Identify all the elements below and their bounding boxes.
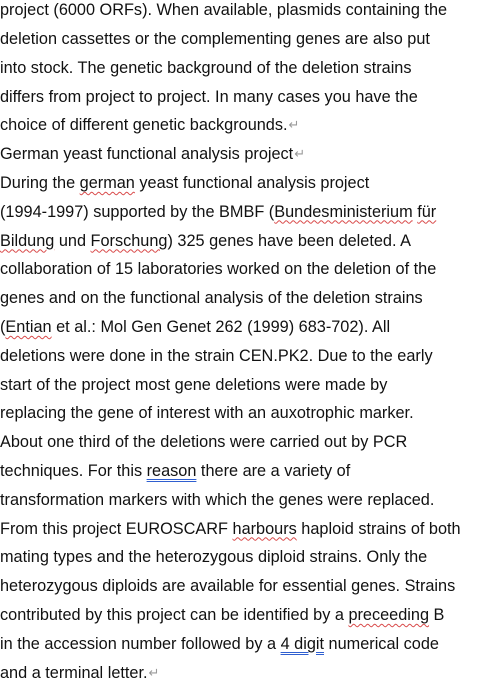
- text-line[interactable]: [0, 543, 427, 572]
- text-run: collaboration of 15 laboratories worked on the deletion of the: [0, 260, 437, 279]
- text-line[interactable]: [0, 457, 350, 486]
- text-line[interactable]: [0, 572, 455, 601]
- text-run: choice of different genetic backgrounds.: [0, 116, 288, 135]
- text-run: deletion cassettes or the complementing genes are also put: [0, 29, 430, 48]
- grammar-flagged-word: reason: [146, 461, 197, 480]
- text-line[interactable]: [0, 313, 390, 342]
- text-line[interactable]: [0, 342, 433, 371]
- text-line[interactable]: [0, 486, 434, 515]
- spelling-flagged-word: Bildung: [0, 231, 55, 250]
- text-run: B: [429, 605, 445, 624]
- text-line[interactable]: [0, 284, 423, 313]
- spelling-flagged-word: Forschung: [90, 231, 168, 250]
- text-run: there are a variety of: [196, 461, 351, 480]
- text-line[interactable]: [0, 140, 305, 169]
- paragraph-mark-icon: ↵: [294, 146, 306, 162]
- text-line[interactable]: [0, 227, 411, 256]
- text-run: project (6000 ORFs). When available, plasmids containing the: [0, 1, 448, 20]
- text-line[interactable]: [0, 169, 369, 198]
- text-run: heterozygous diploids are available for essential genes. Strains: [0, 577, 456, 596]
- text-run: mating types and the heterozygous diploid strains. Only the: [0, 548, 428, 567]
- paragraph-mark-icon: ↵: [288, 117, 300, 133]
- text-run: During the: [0, 173, 80, 192]
- text-run: From this project EUROSCARF: [0, 519, 233, 538]
- text-run: ) 325 genes have been deleted. A: [167, 231, 411, 250]
- spelling-flagged-word: harbours: [232, 519, 297, 538]
- grammar-flagged-word: 4 digit: [280, 634, 325, 653]
- spelling-flagged-word: für: [417, 202, 437, 221]
- text-run: start of the project most gene deletions were made by: [0, 375, 388, 394]
- text-run: in the accession number followed by a: [0, 634, 281, 653]
- text-run: numerical code: [324, 634, 439, 653]
- text-run: contributed by this project can be identified by a: [0, 605, 349, 624]
- text-line[interactable]: [0, 83, 418, 112]
- text-line[interactable]: [0, 255, 436, 284]
- text-run: into stock. The genetic background of the deletion strains: [0, 58, 412, 77]
- spelling-flagged-word: Entian: [5, 317, 52, 336]
- text-run: haploid strains of both: [296, 519, 461, 538]
- text-line[interactable]: [0, 659, 159, 688]
- text-run: genes and on the functional analysis of the deletion strains: [0, 289, 423, 308]
- text-line[interactable]: [0, 601, 444, 630]
- text-line[interactable]: [0, 371, 387, 400]
- text-run: German yeast functional analysis project: [0, 145, 294, 164]
- text-line[interactable]: [0, 54, 412, 83]
- text-run: replacing the gene of interest with an auxotrophic marker.: [0, 404, 414, 423]
- text-run: and a terminal letter.: [0, 663, 148, 682]
- text-line[interactable]: [0, 515, 461, 544]
- text-run: yeast functional analysis project: [134, 173, 370, 192]
- spelling-flagged-word: german: [79, 173, 135, 192]
- text-run: (1994-1997) supported by the BMBF (: [0, 202, 275, 221]
- text-line[interactable]: [0, 198, 436, 227]
- text-line[interactable]: [0, 399, 414, 428]
- text-run: (: [0, 317, 6, 336]
- text-run: About one third of the deletions were carried out by PCR: [0, 433, 408, 452]
- text-run: et al.: Mol Gen Genet 262 (1999) 683-702). All: [51, 317, 391, 336]
- paragraph-mark-icon: ↵: [148, 664, 160, 680]
- text-line[interactable]: [0, 111, 299, 140]
- spelling-flagged-word: preceeding: [348, 605, 430, 624]
- spelling-flagged-word: Bundesministerium: [274, 202, 413, 221]
- text-run: und: [54, 231, 91, 250]
- text-run: deletions were done in the strain CEN.PK2. Due to the early: [0, 346, 433, 365]
- text-line[interactable]: [0, 0, 447, 25]
- text-line[interactable]: [0, 630, 439, 659]
- text-line[interactable]: [0, 25, 430, 54]
- text-run: differs from project to project. In many cases you have the: [0, 87, 418, 106]
- text-run: techniques. For this: [0, 461, 147, 480]
- text-run: transformation markers with which the genes were replaced.: [0, 490, 435, 509]
- text-line[interactable]: [0, 428, 407, 457]
